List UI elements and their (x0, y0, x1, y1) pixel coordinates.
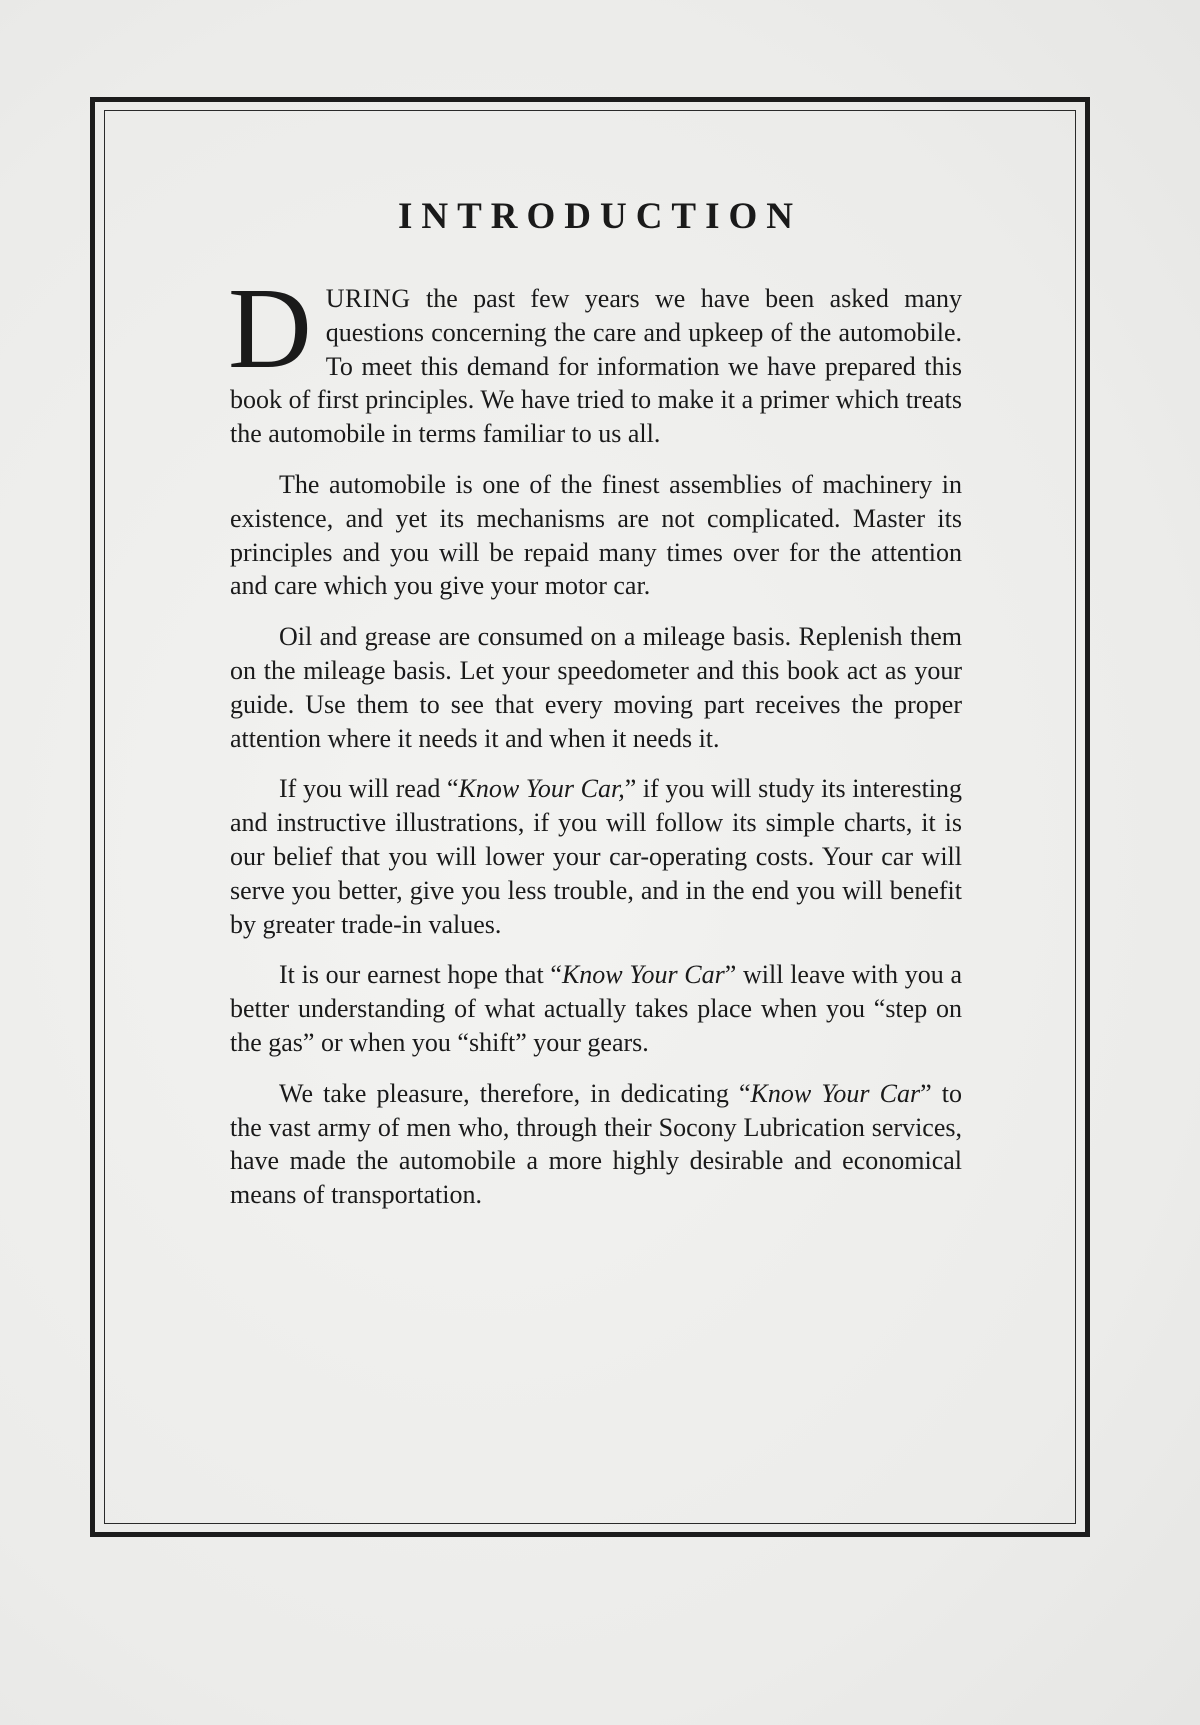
paragraph-4-book-title: Know Your Car, (458, 774, 625, 804)
paragraph-5-text-b: ” will leave with you a better understanding of what actually takes place when you “step on the gas” or when you “shift” your gears. (230, 960, 962, 1057)
paragraph-4 (230, 772, 962, 941)
paragraph-1 (228, 265, 962, 451)
paragraph-1-lead: URING (325, 284, 411, 313)
paragraph-2: The automobile is one of the finest assemblies of machinery in existence, and yet its mechanisms are not complicated. Master its principles and you will be repaid many times over for the attention and care which you give your motor car. (230, 469, 962, 601)
paragraph-4-text-a: If you will read “ (279, 774, 459, 804)
paragraph-1-text: the past few years we have been asked many questions concerning the care and upkeep of the automobile. To meet this demand for information we have prepared this book of first principles. We have tried to make it a primer which treats the automobile in terms familiar to us all. (230, 284, 962, 449)
paragraph-5-book-title: Know Your Car (561, 960, 725, 990)
page-title: INTRODUCTION (397, 196, 803, 237)
paragraph-4-text-b: ” if you will study its interesting and instructive illustrations, if you will follow its simple charts, it is our belief that you will lower your car-operating costs. Your car will serve you better, give you less trouble, and in the end you will benefit by greater trade-in values. (230, 774, 963, 939)
paragraph-6-text-b: ” to the vast army of men who, through their Socony Lubrication services, have made the automobile a more highly desirable and economical means of transportation. (230, 1078, 962, 1210)
paragraph-3: Oil and grease are consumed on a mileage basis. Replenish them on the mileage basis. Let your speedometer and this book act as your guide. Use them to see that every moving part receives the proper attention where it needs it and when it needs it. (230, 622, 962, 753)
paragraph-5 (230, 958, 962, 1059)
paragraph-6-text-a: We take pleasure, therefore, in dedicating “ (279, 1078, 751, 1108)
paragraph-5-text-a: It is our earnest hope that “ (279, 960, 562, 990)
paragraph-6 (230, 1077, 962, 1212)
paragraph-6-book-title: Know Your Car (750, 1078, 921, 1108)
drop-cap: D (228, 265, 312, 393)
introduction-body (230, 195, 962, 1229)
